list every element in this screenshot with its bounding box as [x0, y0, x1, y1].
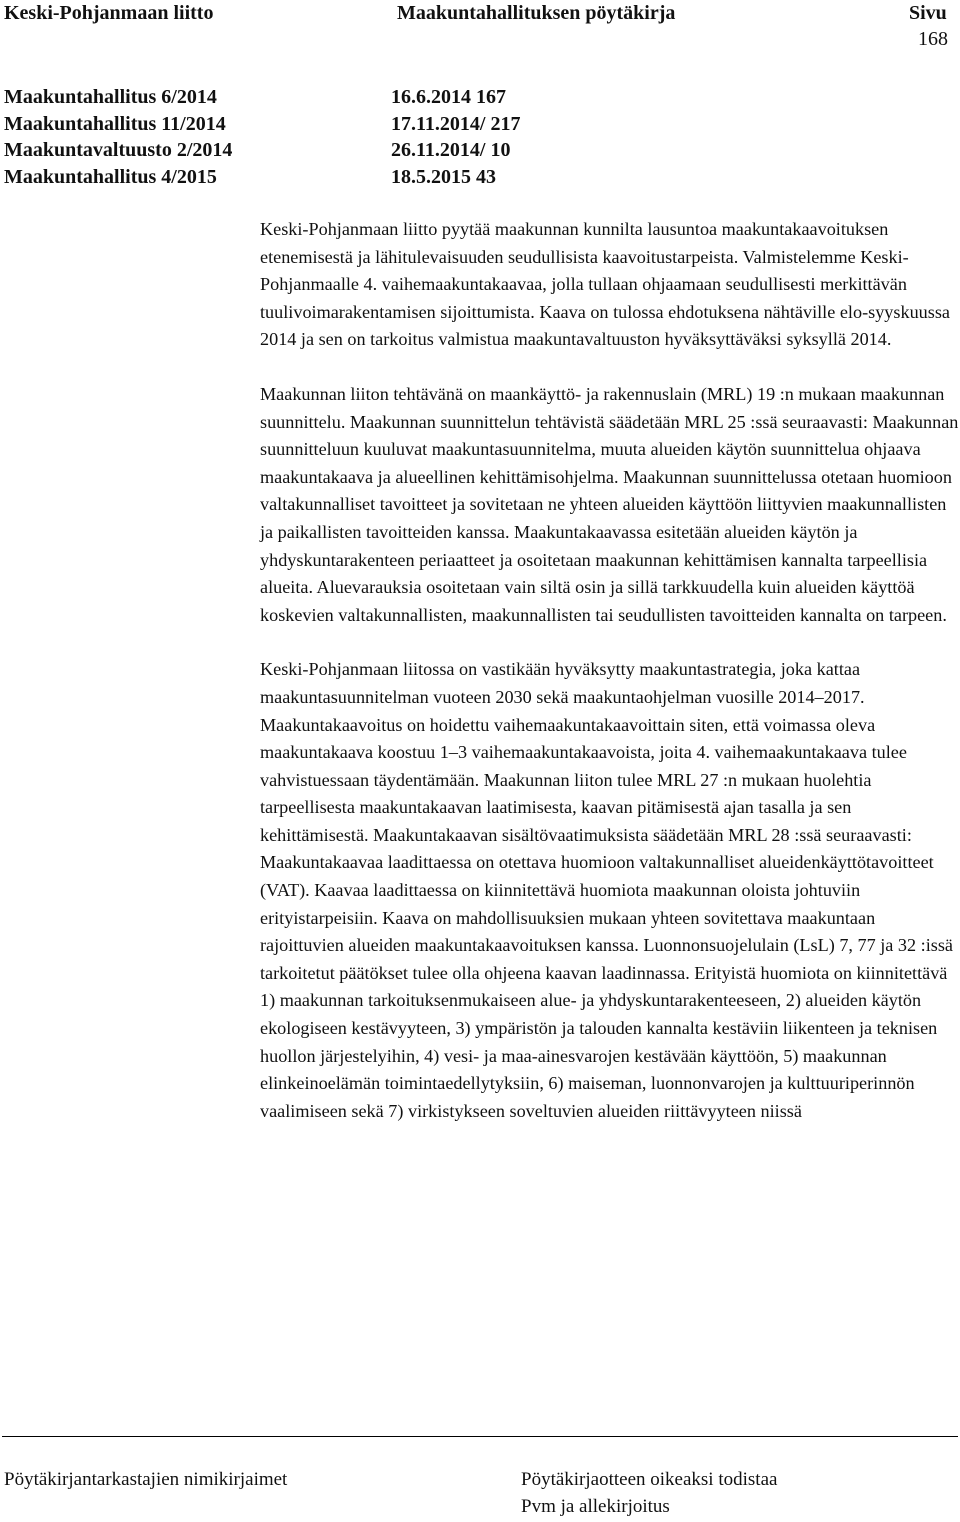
reference-row — [4, 84, 704, 111]
footer-date-signature-label: Pvm ja allekirjoitus — [521, 1496, 670, 1517]
reference-row — [4, 164, 704, 191]
reference-body: Maakuntavaltuusto 2/2014 — [4, 139, 233, 161]
reference-body: Maakuntahallitus 6/2014 — [4, 86, 217, 108]
footer-certification-label: Pöytäkirjaotteen oikeaksi todistaa — [521, 1469, 778, 1490]
document-title: Maakuntahallituksen pöytäkirja — [397, 2, 676, 24]
page-number: 168 — [918, 28, 948, 50]
meeting-references — [4, 84, 704, 190]
reference-date: 26.11.2014/ 10 — [391, 139, 511, 161]
reference-row — [4, 137, 704, 164]
reference-body: Maakuntahallitus 11/2014 — [4, 112, 226, 135]
organization-name: Keski-Pohjanmaan liitto — [4, 2, 214, 24]
reference-date: 18.5.2015 43 — [391, 165, 496, 188]
reference-body: Maakuntahallitus 4/2015 — [4, 165, 217, 188]
reference-date: 16.6.2014 167 — [391, 86, 506, 108]
paragraph-request: Keski-Pohjanmaan liitto pyytää maakunnan kunnilta lausuntoa maakuntakaavoituksen etenemisestä ja lähitulevaisuuden seudullisista kaavoitustarpeista. Valmistelemme Keski-Pohjanmaalle 4. vaihemaakuntakaavaa, jolla tullaan ohjaamaan seudullisesti merkittävän tuulivoimarakentamisen sijoittumista. Kaava on tulossa ehdotuksena nähtäville elo-syyskuussa 2014 ja sen on tarkoitus valmistua maakuntavaltuuston hyväksyttäväksi syksyllä 2014. — [260, 219, 950, 350]
footer-divider — [2, 1436, 958, 1437]
paragraph-regional-plan: Keski-Pohjanmaan liitossa on vastikään hyväksytty maakuntastrategia, joka kattaa maakuntasuunnitelman vuoteen 2030 sekä maakuntaohjelman vuosille 2014–2017. Maakuntakaavoitus on hoidettu vaihemaakuntakaavoittain siten, että voimassa oleva maakuntakaava koostuu 1–3 vaihemaakuntakaavoista, joita 4. vaihemaakuntakaava tulee vahvistuessaan täydentämään. Maakunnan liiton tulee MRL 27 :n mukaan huolehtia tarpeellisesta maakuntakaavan laatimisesta, kaavan pitämisestä ajan tasalla ja sen kehittämisestä. Maakuntakaavan sisältövaatimuksista säädetään MRL 28 :ssä seuraavasti: Maakuntakaavaa laadittaessa on otettava huomioon valtakunnalliset alueidenkäyttötavoitteet (VAT). Kaavaa laadittaessa on kiinnitettävä huomiota maakunnan oloista johtuviin erityistarpeisiin. Kaava on mahdollisuuksien mukaan yhteen sovitettava maakuntaan rajoittuvien alueiden maakuntakaavoituksen kanssa. Luonnonsuojelulain (LsL) 7, 77 ja 32 :issä tarkoitetut päätökset tulee olla ohjeena kaavan laadinnassa. Erityistä huomiota on kiinnitettävä 1) maakunnan tarkoituksenmukaiseen alue- ja yhdyskuntarakenteeseen, 2) alueiden käytön ekologiseen kestävyyteen, 3) ympäristön ja talouden kannalta kestäviin liikenteen ja teknisen huollon järjestelyihin, 4) vesi- ja maa-ainesvarojen kestävään käyttöön, 5) maakunnan elinkeinoelämän toimintaedellytyksiin, 6) maiseman, luonnonvarojen ja kulttuuriperinnön vaalimiseen sekä 7) virkistykseen soveltuvien alueiden riittävyyteen niissä — [260, 659, 953, 1121]
paragraph-planning-duties: Maakunnan liiton tehtävänä on maankäyttö- ja rakennuslain (MRL) 19 :n mukaan maakunnan suunnittelu. Maakunnan suunnittelun tehtävistä säädetään MRL 25 :ssä seuraavasti: Maakunnan suunnitteluun kuuluvat maakuntasuunnitelma, muuta alueiden käytön suunnittelua ohjaava maakuntakaava ja alueellinen kehittämisohjelma. Maakunnan suunnittelussa otetaan huomioon valtakunnalliset tavoitteet ja sovitetaan ne yhteen alueiden käyttöön liittyvien maakunnallisten ja paikallisten tavoitteiden kanssa. Maakuntakaavassa esitetään alueiden käytön ja yhdyskuntarakenteen periaatteet ja osoitetaan maakunnan kehittämisen kannalta tarpeellisia alueita. Aluevarauksia osoitetaan vain siltä osin ja sillä tarkkuudella kuin alueiden käyttöä koskevien valtakunnallisten, maakunnallisten tai seudullisten tavoitteiden kannalta on tarpeen. — [260, 383, 959, 625]
reference-row — [4, 111, 704, 138]
page-label: Sivu — [909, 2, 947, 24]
reference-date: 17.11.2014/ 217 — [391, 112, 521, 135]
footer-initials-label: Pöytäkirjantarkastajien nimikirjaimet — [4, 1469, 288, 1490]
minutes-body — [260, 216, 960, 1125]
